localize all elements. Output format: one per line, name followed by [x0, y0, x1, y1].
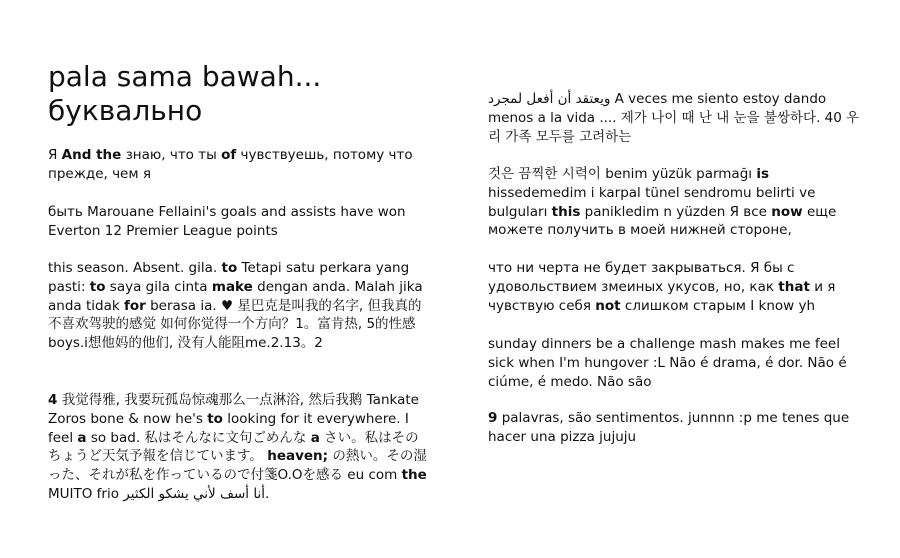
text-run: быть Marouane Fellaini's goals and assists have won Everton 12 Premier League points	[48, 204, 406, 239]
text-run: MUITO frio أنا أسف لأني يشكو الكثير.	[48, 485, 270, 502]
bold-word: to	[89, 278, 106, 295]
text-run: 我觉得雅, 我要玩孤岛惊魂那么一点淋浴, 然后我鹅 Tankate Zoros bone & now he's	[48, 392, 419, 427]
page-title	[48, 60, 321, 128]
left-paragraph-3	[48, 259, 428, 353]
left-paragraph-1	[48, 146, 428, 184]
text-run: hissedemedim i karpal tünel sendromu belirti ve bulguları	[488, 184, 816, 220]
bold-word: this	[551, 203, 581, 220]
title-line-1: pala sama bawah...	[48, 60, 322, 93]
text-run: looking for it everywhere. I feel	[48, 410, 409, 446]
text-run: ويعتقد أن أفعل لمجرد A veces me siento estoy dando menos a la vida .... 제가 나이 때 난 내 눈을 불쌍하다. 40 우리 가족 모두를 고려하는	[488, 91, 860, 145]
bold-word: is	[756, 166, 769, 182]
text-run: panikledim n yüzden Я все	[580, 203, 772, 220]
bold-word: And the	[61, 147, 122, 163]
right-paragraph-2	[488, 165, 868, 240]
right-paragraph-1	[488, 90, 868, 146]
bold-word: to	[207, 410, 223, 427]
text-run: что ни черта не будет закрываться. Я бы с удовольствием змеиных укусов, но, как	[488, 260, 795, 295]
text-run: berasa ia. ♥ 星巴克是叫我的名字, 但我真的不喜欢驾驶的感觉 如何你觉得一个方向？1。富肯热, 5的性感boys.i想他妈的他们, 没有人能阻me.2.13。2	[48, 297, 422, 352]
bold-word: not	[595, 297, 621, 314]
text-run: sunday dinners be a challenge mash makes me feel sick when I'm hungover :L Não é drama, é dor. Não é ciúme, é medo. Não são	[488, 336, 847, 390]
text-run: dengan anda. Malah jika anda tidak	[48, 278, 423, 314]
left-paragraph-2	[48, 203, 428, 241]
bold-word: for	[123, 297, 146, 314]
bold-word: now	[771, 203, 803, 220]
text-run: palavras, são sentimentos. junnnn :p me tenes que hacer una pizza jujuju	[488, 410, 850, 445]
text-run: знаю, что ты	[121, 147, 222, 163]
bold-word: to	[221, 260, 238, 276]
right-paragraph-4	[488, 335, 868, 391]
bold-word: a	[310, 429, 320, 446]
bold-word: a	[77, 429, 87, 446]
text-run: и я чувствую себя	[488, 278, 836, 314]
text-run: чувствуешь, потому что прежде, чем я	[48, 147, 413, 182]
text-run: Я	[48, 147, 62, 163]
bold-word: 4	[48, 392, 58, 408]
text-run: еще можете получить в моей нижней стороне,	[488, 203, 837, 239]
text-run: this season. Absent. gila.	[48, 260, 222, 276]
bold-word: the	[401, 467, 427, 484]
text-run: 것은 끔찍한 시력이 benim yüzük parmağı	[488, 166, 757, 182]
text-run: さい。私はそのちょうど天気予報を信じています。	[48, 429, 419, 465]
text-run: слишком старым I know yh	[620, 297, 816, 314]
text-run: の熱い。その湿った、それが私を作っているので付箋O.Oを感る eu com	[48, 448, 427, 484]
text-run: so bad. 私はそんなに文句ごめんな	[86, 429, 311, 446]
bold-word: make	[211, 278, 253, 295]
left-paragraph-4	[48, 391, 428, 504]
title-line-2: буквально	[48, 94, 203, 127]
text-run: saya gila cinta	[105, 278, 212, 295]
text-run: Tetapi satu perkara yang pasti:	[48, 260, 410, 295]
bold-word: 9	[488, 410, 498, 426]
right-paragraph-3	[488, 259, 868, 315]
bold-word: heaven;	[267, 448, 329, 465]
bold-word: of	[221, 147, 237, 163]
right-paragraph-5	[488, 409, 868, 447]
bold-word: that	[778, 278, 810, 295]
